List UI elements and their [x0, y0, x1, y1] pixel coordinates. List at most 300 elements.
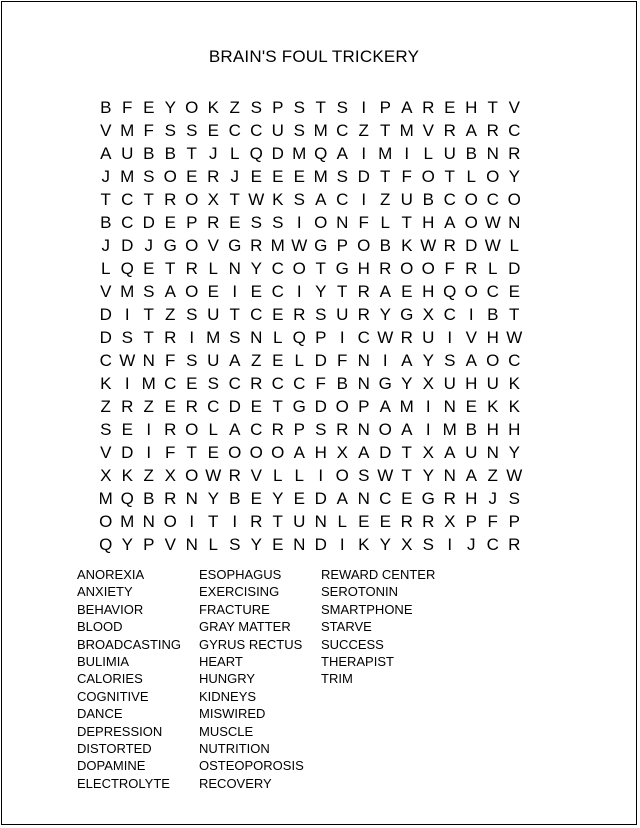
grid-letter[interactable]: C [271, 259, 284, 278]
grid-letter[interactable]: T [315, 259, 326, 278]
grid-letter[interactable]: S [293, 98, 305, 117]
grid-letter[interactable]: E [186, 374, 198, 393]
grid-letter[interactable]: G [163, 236, 177, 255]
grid-letter[interactable]: D [271, 144, 284, 163]
grid-letter[interactable]: Y [121, 535, 133, 554]
grid-letter[interactable]: D [142, 213, 155, 232]
grid-letter[interactable]: N [357, 351, 370, 370]
grid-letter[interactable]: M [399, 121, 414, 140]
grid-letter[interactable]: E [293, 489, 305, 508]
grid-letter[interactable]: O [357, 236, 371, 255]
grid-letter[interactable]: N [142, 351, 155, 370]
grid-letter[interactable]: U [486, 374, 499, 393]
grid-letter[interactable]: P [186, 213, 198, 232]
grid-letter[interactable]: W [506, 466, 523, 485]
grid-letter[interactable]: E [358, 512, 370, 531]
grid-letter[interactable]: E [272, 535, 284, 554]
grid-letter[interactable]: R [250, 374, 263, 393]
grid-letter[interactable]: A [379, 397, 391, 416]
grid-letter[interactable]: G [228, 236, 242, 255]
grid-letter[interactable]: L [294, 351, 304, 370]
grid-letter[interactable]: K [487, 397, 499, 416]
grid-letter[interactable]: N [486, 144, 499, 163]
grid-letter[interactable]: E [250, 397, 262, 416]
grid-letter[interactable]: W [291, 236, 308, 255]
grid-letter[interactable]: S [186, 351, 198, 370]
grid-letter[interactable]: W [377, 466, 394, 485]
grid-letter[interactable]: Y [250, 535, 262, 554]
grid-letter[interactable]: U [121, 144, 134, 163]
grid-letter[interactable]: O [185, 466, 199, 485]
grid-letter[interactable]: O [314, 213, 328, 232]
grid-letter[interactable]: I [318, 466, 324, 485]
grid-letter[interactable]: C [228, 374, 241, 393]
grid-letter[interactable]: Q [120, 489, 134, 508]
grid-letter[interactable]: H [508, 420, 521, 439]
grid-letter[interactable]: A [465, 351, 477, 370]
grid-letter[interactable]: R [422, 98, 435, 117]
grid-letter[interactable]: J [467, 535, 476, 554]
grid-letter[interactable]: X [164, 466, 176, 485]
grid-letter[interactable]: U [207, 351, 220, 370]
grid-letter[interactable]: M [98, 489, 113, 508]
grid-letter[interactable]: E [465, 397, 477, 416]
grid-letter[interactable]: B [379, 236, 391, 255]
grid-letter[interactable]: W [484, 236, 501, 255]
grid-letter[interactable]: S [229, 535, 241, 554]
grid-letter[interactable]: I [425, 397, 431, 416]
grid-letter[interactable]: C [486, 190, 499, 209]
grid-letter[interactable]: T [229, 190, 240, 209]
grid-letter[interactable]: K [100, 374, 112, 393]
grid-letter[interactable]: C [379, 489, 392, 508]
grid-letter[interactable]: C [508, 351, 521, 370]
grid-letter[interactable]: F [165, 351, 176, 370]
grid-letter[interactable]: M [120, 512, 135, 531]
grid-letter[interactable]: E [143, 259, 155, 278]
grid-letter[interactable]: A [229, 420, 241, 439]
grid-letter[interactable]: T [208, 512, 219, 531]
grid-letter[interactable]: U [271, 121, 284, 140]
grid-letter[interactable]: I [361, 98, 367, 117]
grid-letter[interactable]: I [189, 328, 195, 347]
grid-letter[interactable]: L [466, 167, 476, 186]
grid-letter[interactable]: E [207, 282, 219, 301]
grid-letter[interactable]: P [293, 420, 305, 439]
grid-letter[interactable]: P [379, 98, 391, 117]
grid-letter[interactable]: E [293, 167, 305, 186]
grid-letter[interactable]: U [207, 305, 220, 324]
grid-letter[interactable]: A [444, 213, 456, 232]
grid-letter[interactable]: R [207, 167, 220, 186]
grid-letter[interactable]: S [250, 213, 262, 232]
grid-letter[interactable]: S [121, 328, 133, 347]
grid-letter[interactable]: C [228, 121, 241, 140]
grid-letter[interactable]: O [421, 167, 435, 186]
grid-letter[interactable]: W [205, 466, 222, 485]
grid-letter[interactable]: S [186, 121, 198, 140]
grid-letter[interactable]: A [336, 489, 348, 508]
grid-letter[interactable]: Y [315, 282, 327, 301]
grid-letter[interactable]: G [292, 397, 306, 416]
grid-letter[interactable]: Z [143, 466, 154, 485]
grid-letter[interactable]: F [315, 374, 326, 393]
grid-letter[interactable]: O [335, 397, 349, 416]
grid-letter[interactable]: T [272, 397, 283, 416]
grid-letter[interactable]: Y [508, 443, 520, 462]
grid-letter[interactable]: E [272, 167, 284, 186]
grid-letter[interactable]: N [486, 443, 499, 462]
grid-letter[interactable]: A [358, 443, 370, 462]
grid-letter[interactable]: R [400, 512, 413, 531]
grid-letter[interactable]: C [121, 213, 134, 232]
grid-letter[interactable]: O [335, 466, 349, 485]
grid-letter[interactable]: I [404, 144, 410, 163]
grid-letter[interactable]: U [400, 190, 413, 209]
grid-letter[interactable]: I [361, 144, 367, 163]
grid-letter[interactable]: S [272, 213, 284, 232]
grid-letter[interactable]: I [296, 282, 302, 301]
grid-letter[interactable]: Q [314, 144, 328, 163]
grid-letter[interactable]: M [292, 144, 307, 163]
grid-letter[interactable]: X [401, 535, 413, 554]
grid-letter[interactable]: L [208, 259, 218, 278]
grid-letter[interactable]: K [508, 397, 520, 416]
grid-letter[interactable]: M [120, 282, 135, 301]
grid-letter[interactable]: B [100, 213, 112, 232]
grid-letter[interactable]: R [508, 535, 521, 554]
grid-letter[interactable]: J [488, 489, 497, 508]
grid-letter[interactable]: O [249, 443, 263, 462]
grid-letter[interactable]: F [444, 259, 455, 278]
grid-letter[interactable]: R [164, 489, 177, 508]
grid-letter[interactable]: P [358, 397, 370, 416]
grid-letter[interactable]: N [443, 397, 456, 416]
grid-letter[interactable]: W [377, 328, 394, 347]
grid-letter[interactable]: K [358, 535, 370, 554]
grid-letter[interactable]: E [164, 213, 176, 232]
grid-letter[interactable]: I [296, 213, 302, 232]
grid-letter[interactable]: J [101, 167, 110, 186]
grid-letter[interactable]: T [272, 512, 283, 531]
grid-letter[interactable]: B [465, 420, 477, 439]
grid-letter[interactable]: X [422, 305, 434, 324]
grid-letter[interactable]: Z [358, 121, 369, 140]
grid-letter[interactable]: H [486, 328, 499, 347]
grid-letter[interactable]: D [465, 236, 478, 255]
grid-letter[interactable]: C [271, 282, 284, 301]
grid-letter[interactable]: Y [379, 535, 391, 554]
grid-letter[interactable]: Q [99, 535, 113, 554]
grid-letter[interactable]: S [315, 305, 327, 324]
grid-letter[interactable]: R [121, 397, 134, 416]
grid-letter[interactable]: M [270, 236, 285, 255]
grid-letter[interactable]: Q [292, 328, 306, 347]
grid-letter[interactable]: T [315, 98, 326, 117]
grid-letter[interactable]: C [271, 374, 284, 393]
grid-letter[interactable]: E [143, 98, 155, 117]
grid-letter[interactable]: S [422, 535, 434, 554]
grid-letter[interactable]: C [250, 420, 263, 439]
grid-letter[interactable]: I [425, 420, 431, 439]
grid-letter[interactable]: U [443, 374, 456, 393]
grid-letter[interactable]: S [293, 190, 305, 209]
grid-letter[interactable]: O [464, 213, 478, 232]
grid-letter[interactable]: S [164, 121, 176, 140]
grid-letter[interactable]: O [507, 190, 521, 209]
grid-letter[interactable]: E [250, 489, 262, 508]
grid-letter[interactable]: C [508, 121, 521, 140]
grid-letter[interactable]: N [357, 489, 370, 508]
grid-letter[interactable]: J [209, 144, 218, 163]
grid-letter[interactable]: B [229, 489, 241, 508]
grid-letter[interactable]: A [444, 443, 456, 462]
grid-letter[interactable]: I [232, 282, 238, 301]
grid-letter[interactable]: O [486, 351, 500, 370]
grid-letter[interactable]: W [119, 351, 136, 370]
grid-letter[interactable]: M [378, 144, 393, 163]
grid-letter[interactable]: S [250, 98, 262, 117]
grid-letter[interactable]: D [314, 535, 327, 554]
grid-letter[interactable]: R [422, 512, 435, 531]
grid-letter[interactable]: C [486, 535, 499, 554]
grid-letter[interactable]: H [357, 259, 370, 278]
grid-letter[interactable]: O [228, 443, 242, 462]
grid-letter[interactable]: Z [380, 190, 391, 209]
grid-letter[interactable]: Z [251, 351, 262, 370]
grid-letter[interactable]: C [336, 190, 349, 209]
grid-letter[interactable]: L [273, 466, 283, 485]
grid-letter[interactable]: M [399, 397, 414, 416]
grid-letter[interactable]: T [380, 167, 391, 186]
grid-letter[interactable]: F [487, 512, 498, 531]
grid-letter[interactable]: N [357, 374, 370, 393]
grid-letter[interactable]: R [207, 213, 220, 232]
grid-letter[interactable]: M [442, 420, 457, 439]
grid-letter[interactable]: Z [229, 98, 240, 117]
grid-letter[interactable]: S [358, 466, 370, 485]
grid-letter[interactable]: T [401, 213, 412, 232]
grid-letter[interactable]: B [422, 190, 434, 209]
grid-letter[interactable]: V [422, 121, 434, 140]
grid-letter[interactable]: R [357, 305, 370, 324]
grid-letter[interactable]: T [100, 190, 111, 209]
grid-letter[interactable]: V [250, 466, 262, 485]
grid-letter[interactable]: N [508, 213, 521, 232]
grid-letter[interactable]: B [336, 374, 348, 393]
grid-letter[interactable]: I [468, 305, 474, 324]
grid-letter[interactable]: K [272, 190, 284, 209]
grid-letter[interactable]: O [271, 443, 285, 462]
grid-letter[interactable]: P [143, 535, 155, 554]
grid-letter[interactable]: B [164, 144, 176, 163]
grid-letter[interactable]: A [229, 351, 241, 370]
grid-letter[interactable]: E [444, 98, 456, 117]
grid-letter[interactable]: C [486, 282, 499, 301]
grid-letter[interactable]: Q [120, 259, 134, 278]
grid-letter[interactable]: G [314, 236, 328, 255]
grid-letter[interactable]: D [99, 305, 112, 324]
grid-letter[interactable]: L [208, 420, 218, 439]
grid-letter[interactable]: N [336, 213, 349, 232]
grid-letter[interactable]: C [443, 305, 456, 324]
grid-letter[interactable]: A [401, 351, 413, 370]
grid-letter[interactable]: P [336, 236, 348, 255]
grid-letter[interactable]: R [164, 190, 177, 209]
grid-letter[interactable]: A [336, 144, 348, 163]
grid-letter[interactable]: W [248, 190, 265, 209]
grid-letter[interactable]: D [379, 443, 392, 462]
grid-letter[interactable]: N [293, 535, 306, 554]
grid-letter[interactable]: O [163, 167, 177, 186]
grid-letter[interactable]: Y [422, 351, 434, 370]
grid-letter[interactable]: M [313, 121, 328, 140]
grid-letter[interactable]: V [508, 98, 520, 117]
grid-letter[interactable]: O [163, 512, 177, 531]
grid-letter[interactable]: R [357, 282, 370, 301]
grid-letter[interactable]: R [164, 420, 177, 439]
grid-letter[interactable]: W [420, 236, 437, 255]
grid-letter[interactable]: V [207, 236, 219, 255]
grid-letter[interactable]: L [273, 328, 283, 347]
grid-letter[interactable]: H [465, 489, 478, 508]
grid-letter[interactable]: K [207, 98, 219, 117]
grid-letter[interactable]: M [141, 374, 156, 393]
grid-letter[interactable]: H [486, 420, 499, 439]
grid-letter[interactable]: Y [250, 259, 262, 278]
grid-letter[interactable]: O [464, 282, 478, 301]
grid-letter[interactable]: O [185, 98, 199, 117]
grid-letter[interactable]: P [315, 328, 327, 347]
grid-letter[interactable]: L [230, 144, 240, 163]
grid-letter[interactable]: M [313, 167, 328, 186]
grid-letter[interactable]: D [121, 236, 134, 255]
grid-letter[interactable]: H [422, 282, 435, 301]
grid-letter[interactable]: Q [249, 144, 263, 163]
grid-letter[interactable]: N [443, 466, 456, 485]
grid-letter[interactable]: P [272, 98, 284, 117]
grid-letter[interactable]: R [443, 236, 456, 255]
grid-letter[interactable]: I [124, 305, 130, 324]
grid-letter[interactable]: C [250, 305, 263, 324]
grid-letter[interactable]: U [336, 305, 349, 324]
grid-letter[interactable]: I [339, 328, 345, 347]
grid-letter[interactable]: L [488, 259, 498, 278]
grid-letter[interactable]: C [357, 328, 370, 347]
grid-letter[interactable]: A [465, 466, 477, 485]
grid-letter[interactable]: Y [401, 374, 413, 393]
grid-letter[interactable]: Y [207, 489, 219, 508]
grid-letter[interactable]: R [336, 420, 349, 439]
grid-letter[interactable]: E [229, 213, 241, 232]
grid-letter[interactable]: E [121, 420, 133, 439]
grid-letter[interactable]: I [232, 512, 238, 531]
grid-letter[interactable]: T [186, 443, 197, 462]
grid-letter[interactable]: Q [443, 282, 457, 301]
grid-letter[interactable]: E [164, 397, 176, 416]
grid-letter[interactable]: R [443, 121, 456, 140]
grid-letter[interactable]: M [120, 167, 135, 186]
grid-letter[interactable]: D [314, 351, 327, 370]
grid-letter[interactable]: O [185, 282, 199, 301]
grid-letter[interactable]: T [143, 328, 154, 347]
grid-letter[interactable]: C [207, 397, 220, 416]
grid-letter[interactable]: F [122, 98, 133, 117]
grid-letter[interactable]: T [487, 98, 498, 117]
grid-letter[interactable]: G [335, 259, 349, 278]
grid-letter[interactable]: F [337, 351, 348, 370]
grid-letter[interactable]: O [185, 190, 199, 209]
grid-letter[interactable]: J [230, 167, 239, 186]
grid-letter[interactable]: R [164, 328, 177, 347]
grid-letter[interactable]: N [250, 328, 263, 347]
grid-letter[interactable]: C [443, 190, 456, 209]
grid-letter[interactable]: C [293, 374, 306, 393]
grid-letter[interactable]: O [400, 259, 414, 278]
grid-letter[interactable]: A [100, 144, 112, 163]
grid-letter[interactable]: R [293, 305, 306, 324]
grid-letter[interactable]: E [250, 282, 262, 301]
grid-letter[interactable]: T [380, 121, 391, 140]
grid-letter[interactable]: B [143, 489, 155, 508]
grid-letter[interactable]: B [143, 144, 155, 163]
grid-letter[interactable]: S [315, 420, 327, 439]
grid-letter[interactable]: S [293, 121, 305, 140]
grid-letter[interactable]: D [228, 397, 241, 416]
grid-letter[interactable]: J [144, 236, 153, 255]
grid-letter[interactable]: K [508, 374, 520, 393]
grid-letter[interactable]: L [380, 213, 390, 232]
grid-letter[interactable]: E [186, 167, 198, 186]
grid-letter[interactable]: V [465, 328, 477, 347]
grid-letter[interactable]: I [361, 190, 367, 209]
grid-letter[interactable]: N [185, 535, 198, 554]
grid-letter[interactable]: S [336, 98, 348, 117]
grid-letter[interactable]: I [124, 374, 130, 393]
grid-letter[interactable]: P [465, 512, 477, 531]
grid-letter[interactable]: R [271, 420, 284, 439]
grid-letter[interactable]: R [486, 121, 499, 140]
grid-letter[interactable]: V [164, 535, 176, 554]
grid-letter[interactable]: O [486, 167, 500, 186]
grid-letter[interactable]: S [143, 282, 155, 301]
grid-letter[interactable]: O [292, 259, 306, 278]
grid-letter[interactable]: N [142, 512, 155, 531]
grid-letter[interactable]: L [337, 512, 347, 531]
grid-letter[interactable]: V [100, 282, 112, 301]
grid-letter[interactable]: T [186, 144, 197, 163]
grid-letter[interactable]: S [444, 351, 456, 370]
grid-letter[interactable]: B [487, 305, 499, 324]
grid-letter[interactable]: X [207, 190, 219, 209]
grid-letter[interactable]: K [121, 466, 133, 485]
grid-letter[interactable]: E [272, 305, 284, 324]
grid-letter[interactable]: W [506, 328, 523, 347]
grid-letter[interactable]: E [401, 489, 413, 508]
grid-letter[interactable]: I [146, 443, 152, 462]
grid-letter[interactable]: K [401, 236, 413, 255]
grid-letter[interactable]: P [508, 512, 520, 531]
grid-letter[interactable]: S [207, 374, 219, 393]
grid-letter[interactable]: M [120, 121, 135, 140]
grid-letter[interactable]: E [207, 121, 219, 140]
grid-letter[interactable]: R [185, 259, 198, 278]
grid-letter[interactable]: E [401, 282, 413, 301]
grid-letter[interactable]: A [164, 282, 176, 301]
grid-letter[interactable]: R [400, 328, 413, 347]
grid-letter[interactable]: I [146, 420, 152, 439]
grid-letter[interactable]: E [508, 282, 520, 301]
